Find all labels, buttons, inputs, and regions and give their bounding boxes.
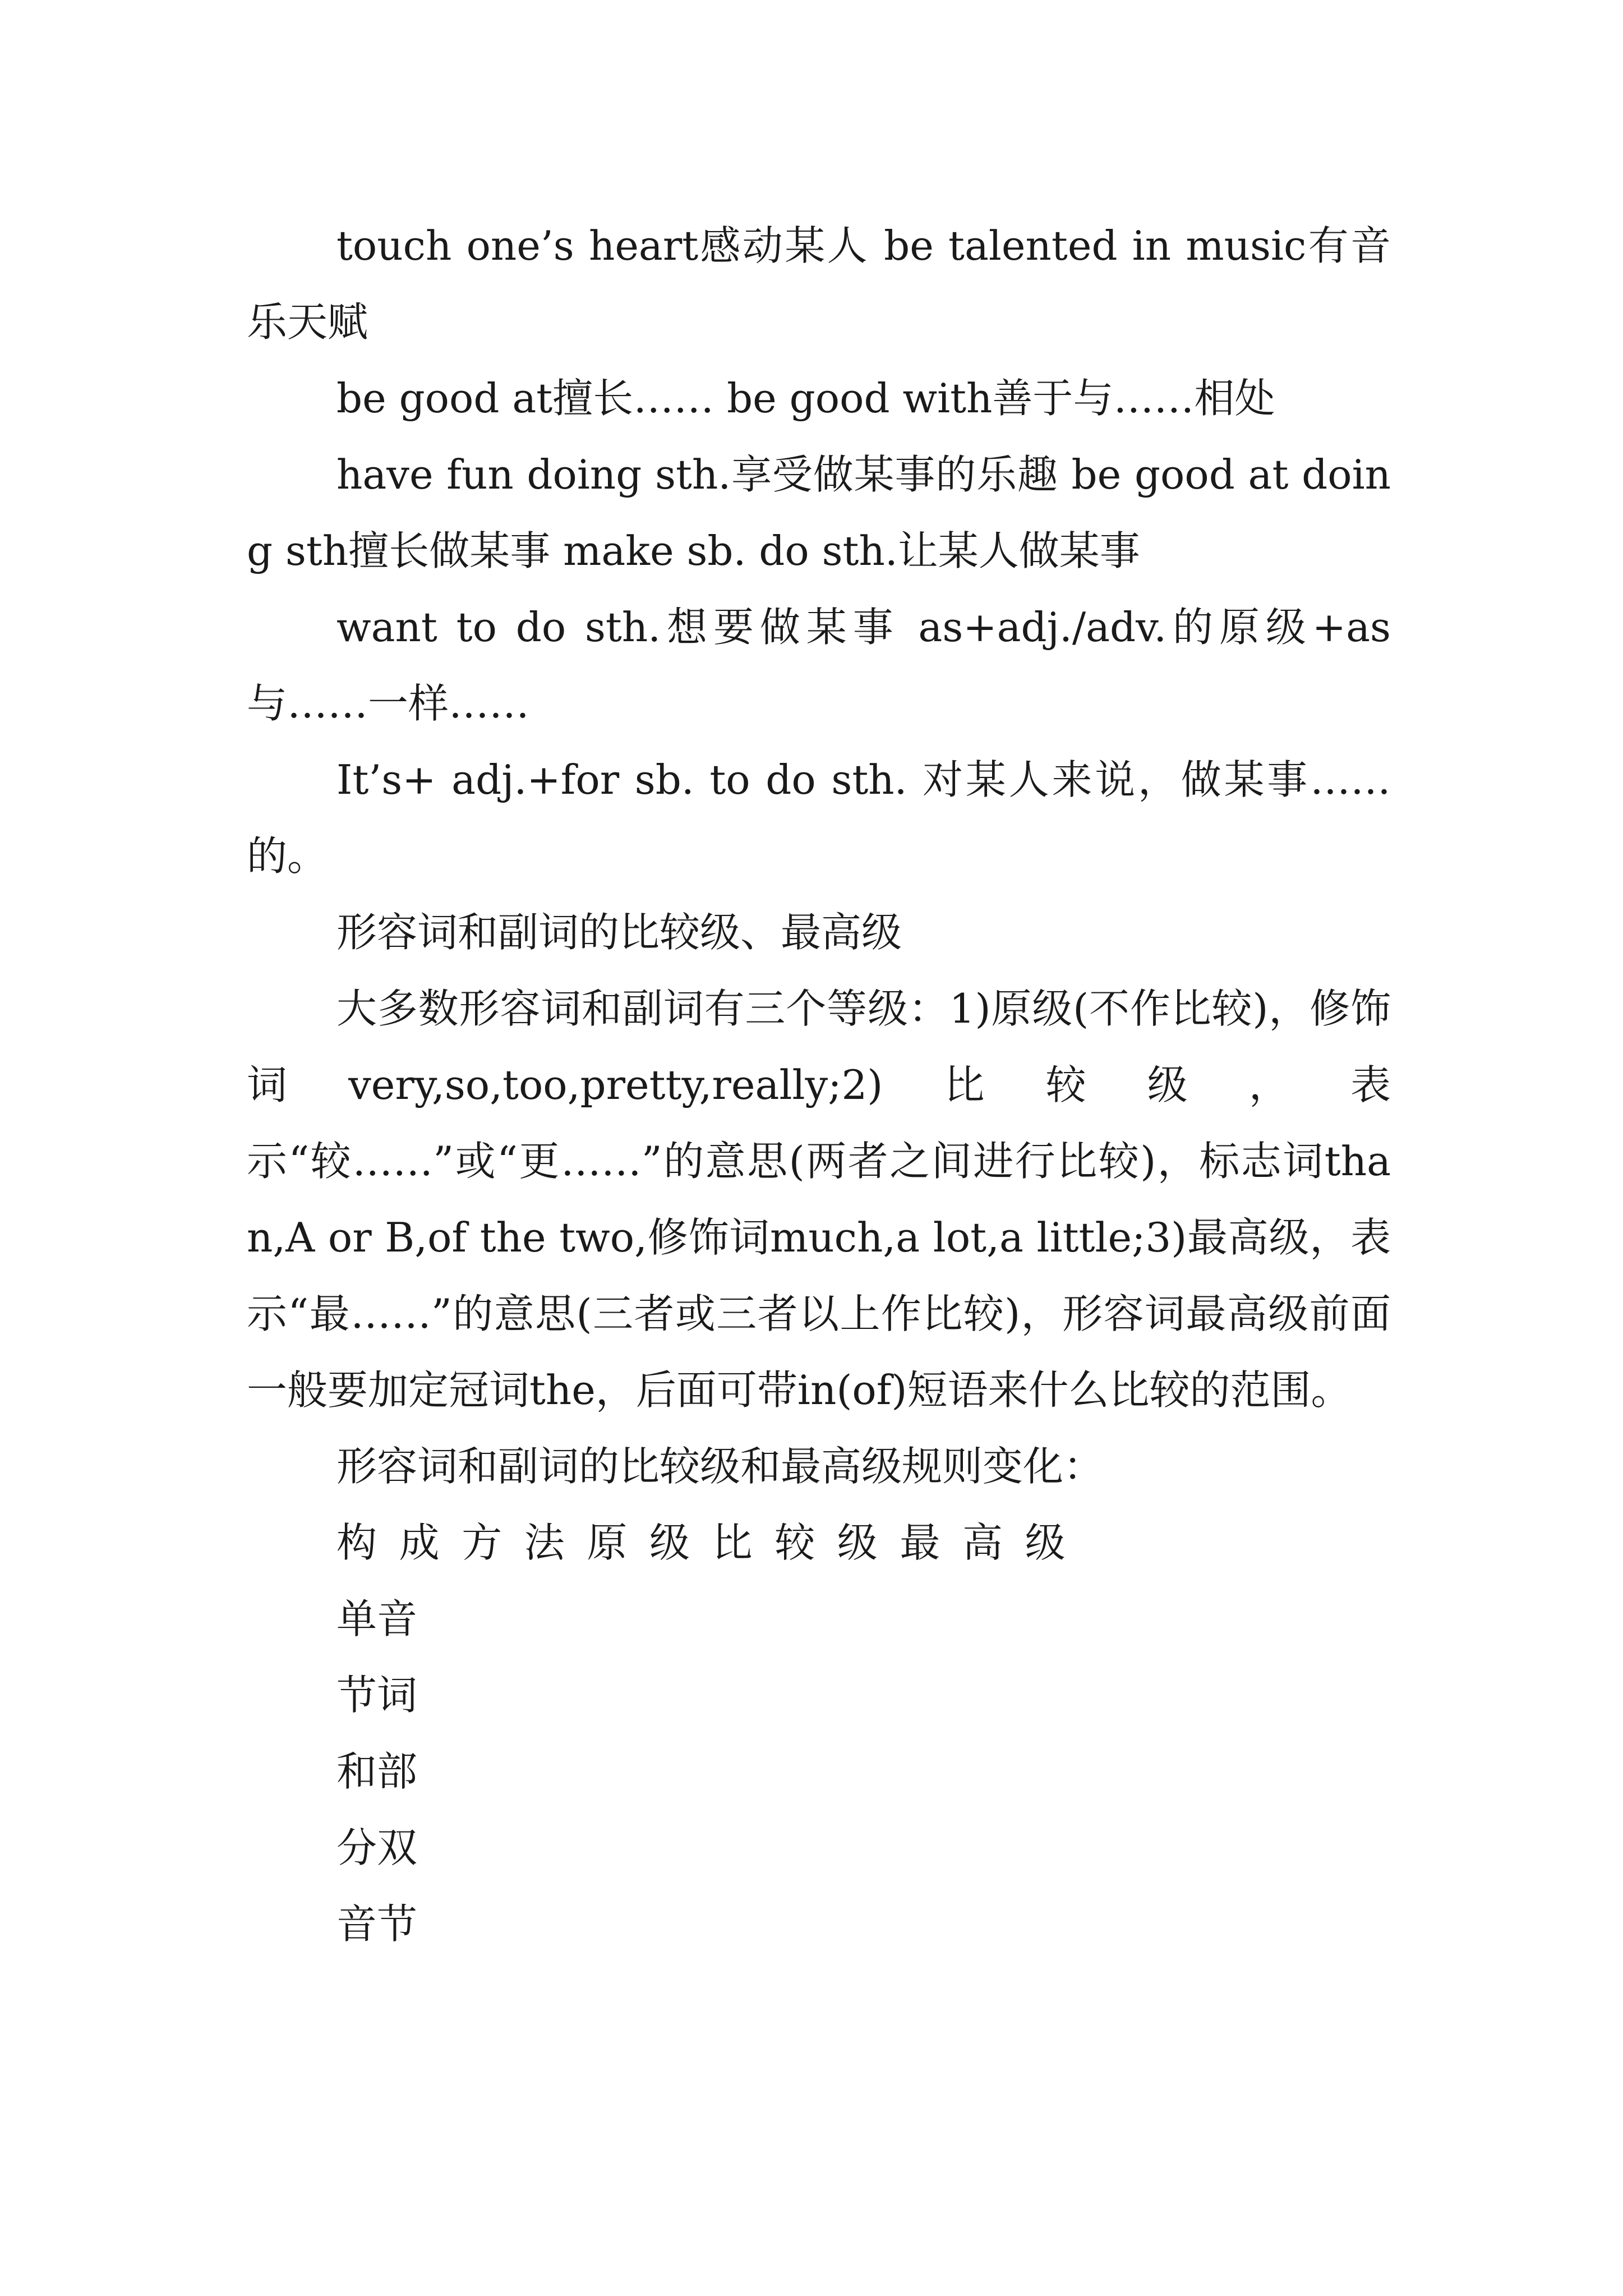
table-cell-line: 单音: [336, 1595, 418, 1642]
paragraph-phrases-5: It’s+ adj.+for sb. to do sth. 对某人来说，做某事……的。: [247, 756, 1391, 880]
paragraph-degrees: 大多数形容词和副词有三个等级：1)原级(不作比较)，修饰词very,so,too,pretty,really;2)比较级，表示“较……”或“更……”的意思(两者之间进行比较)，标志词than,A or B,of the two,修饰词much,a lot,a little;3)最高级，表示“最……”的意思(三者或三者以上作比较)，形容词最高级前面一般要加定冠词the，后面可带in(of)短语来什么比较的范围。: [247, 985, 1391, 1414]
table-cell-line: 节词: [336, 1672, 418, 1719]
section-heading: 形容词和副词的比较级、最高级: [336, 909, 902, 956]
table-cell-line: 分双: [336, 1824, 418, 1871]
paragraph-phrases-3: have fun doing sth.享受做某事的乐趣 be good at doing sth擅长做某事 make sb. do sth.让某人做某事: [247, 451, 1391, 574]
paragraph-phrases-1: touch one’s heart感动某人 be talented in music有音乐天赋: [247, 222, 1391, 346]
table-cell-line: 音节: [336, 1901, 418, 1948]
document-body: [247, 208, 1391, 1962]
paragraph-phrases-2: be good at擅长…… be good with善于与……相处: [336, 375, 1275, 422]
paragraph-phrases-4: want to do sth.想要做某事 as+adj./adv.的原级+as与……一样……: [247, 604, 1391, 727]
table-cell-line: 和部: [336, 1748, 418, 1795]
paragraph-rules-intro: 形容词和副词的比较级和最高级规则变化：: [336, 1443, 1104, 1490]
table-header: 构成方法原级比较级最高级: [336, 1519, 1088, 1566]
